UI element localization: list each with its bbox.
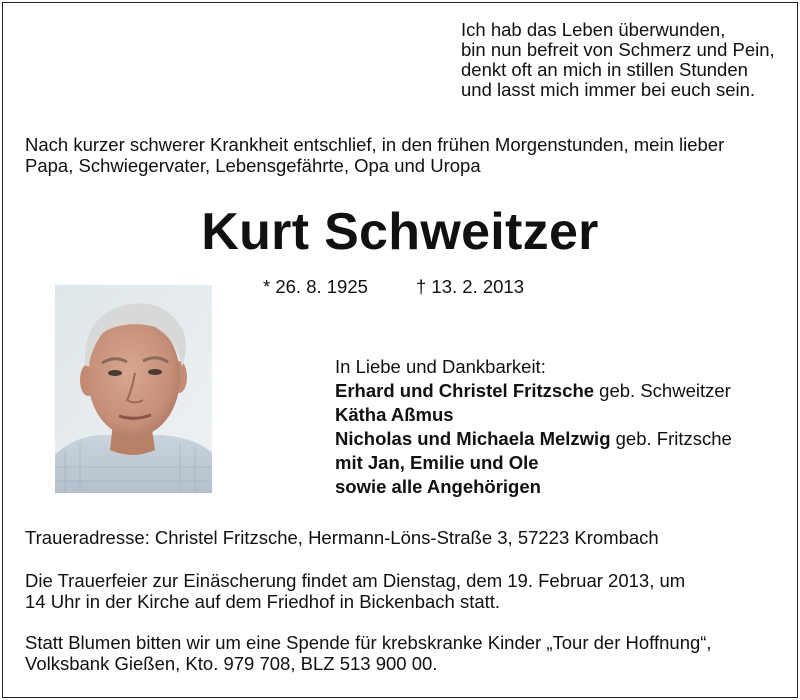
mourner-name: mit Jan, Emilie und Ole — [335, 452, 539, 473]
deceased-name: Kurt Schweitzer — [201, 203, 599, 261]
mourner-line — [335, 403, 732, 427]
birth-date: * 26. 8. 1925 — [263, 276, 368, 297]
mourner-note: geb. Fritzsche — [610, 428, 732, 449]
portrait-illustration — [55, 285, 212, 493]
intro-line: Nach kurzer schwerer Krankheit entschlief, in den frühen Morgenstunden, mein lieber — [25, 134, 725, 155]
donation-text — [25, 632, 785, 674]
donation-line: Volksbank Gießen, Kto. 979 708, BLZ 513 900 00. — [25, 653, 438, 674]
poem-line: Ich hab das Leben überwunden, — [461, 19, 726, 40]
intro-text — [25, 134, 785, 176]
donation-line: Statt Blumen bitten wir um eine Spende für krebskranke Kinder „Tour der Hoffnung“, — [25, 632, 712, 653]
mourner-name: Nicholas und Michaela Melzwig — [335, 428, 611, 449]
mourner-line — [335, 379, 732, 403]
mourner-line — [335, 475, 732, 499]
mourning-address: Traueradresse: Christel Fritzsche, Hermann-Löns-Straße 3, 57223 Krombach — [25, 527, 659, 548]
mourner-line — [335, 451, 732, 475]
poem — [461, 20, 775, 100]
mourner-line — [335, 427, 732, 451]
mourner-name: sowie alle Angehörigen — [335, 476, 541, 497]
intro-line: Papa, Schwiegervater, Lebensgefährte, Opa und Uropa — [25, 155, 481, 176]
poem-line: bin nun befreit von Schmerz und Pein, — [461, 39, 775, 60]
death-date: † 13. 2. 2013 — [416, 276, 525, 297]
poem-line: und lasst mich immer bei euch sein. — [461, 79, 756, 100]
mourners-heading: In Liebe und Dankbarkeit: — [335, 356, 546, 377]
ceremony-text — [25, 570, 785, 612]
mourner-name: Kätha Aßmus — [335, 404, 454, 425]
mourner-name: Erhard und Christel Fritzsche — [335, 380, 595, 401]
ceremony-line: 14 Uhr in der Kirche auf dem Friedhof in Bickenbach statt. — [25, 591, 501, 612]
poem-line: denkt oft an mich in stillen Stunden — [461, 59, 748, 80]
ceremony-line: Die Trauerfeier zur Einäscherung findet am Dienstag, dem 19. Februar 2013, um — [25, 570, 686, 591]
mourners-block — [335, 355, 732, 499]
mourner-note: geb. Schweitzer — [594, 380, 731, 401]
portrait-photo — [55, 285, 212, 493]
